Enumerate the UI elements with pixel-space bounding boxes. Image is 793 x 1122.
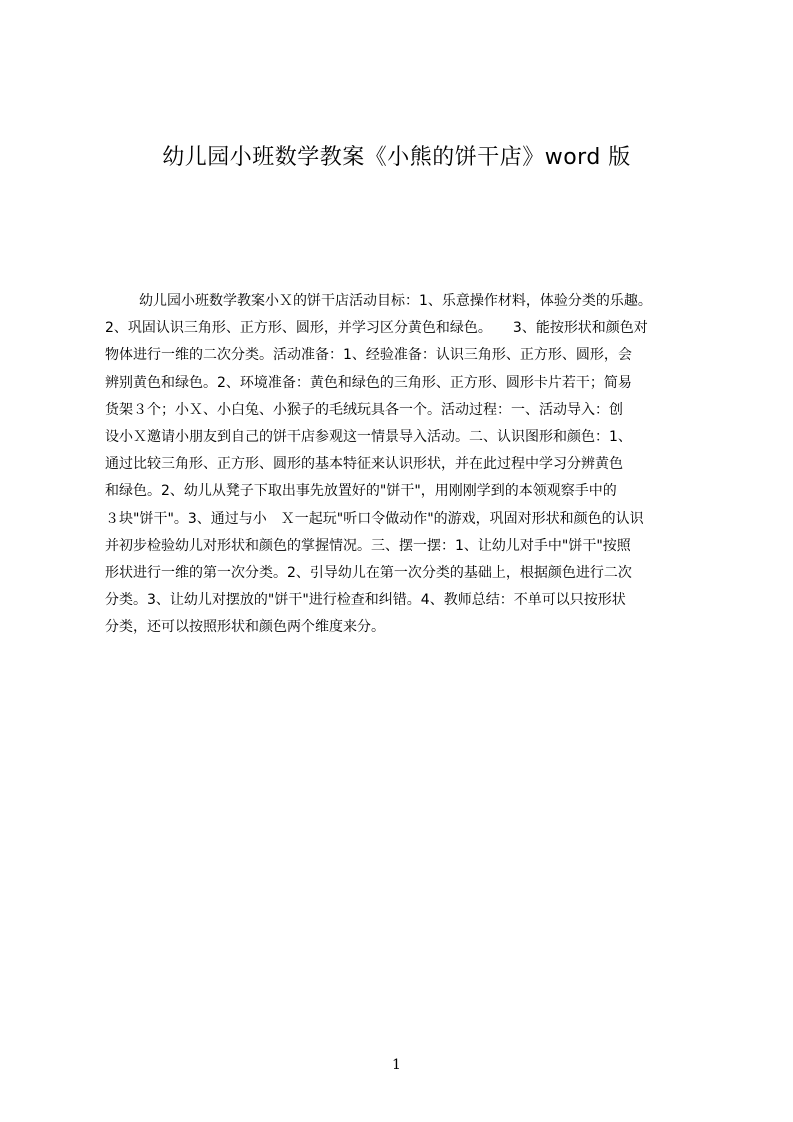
body-line: 和绿色。2、幼儿从凳子下取出事先放置好的"饼干"，用刚刚学到的本领观察手中的 [105,483,617,500]
body-line: 分类。3、让幼儿对摆放的"饼干"进行检查和纠错。4、教师总结：不单可以只按形状 [105,592,626,609]
document-title: 幼儿园小班数学教案《小熊的饼干店》word 版 [162,145,631,170]
body-line: 分类，还可以按照形状和颜色两个维度来分。 [105,619,385,636]
body-line: 2、巩固认识三角形、正方形、圆形，并学习区分黄色和绿色。 3、能按形状和颜色对 [105,320,648,337]
body-line: 并初步检验幼儿对形状和颜色的掌握情况。三、摆一摆：1、让幼儿对手中"饼干"按照 [105,537,631,554]
body-line: 幼儿园小班数学教案小Ｘ的饼干店活动目标：1、乐意操作材料，体验分类的乐趣。 [139,293,652,309]
body-line: 辨别黄色和绿色。2、环境准备：黄色和绿色的三角形、正方形、圆形卡片若干；简易 [105,374,632,391]
page-number: 1 [392,1057,401,1073]
body-line: ３块"饼干"。3、通过与小 Ｘ一起玩"听口令做动作"的游戏，巩固对形状和颜色的认识 [105,510,644,527]
body-line: 形状进行一维的第一次分类。2、引导幼儿在第一次分类的基础上，根据颜色进行二次 [105,564,632,581]
body-line: 物体进行一维的二次分类。活动准备：1、经验准备：认识三角形、正方形、圆形，会 [105,347,632,364]
body-line: 通过比较三角形、正方形、圆形的基本特征来认识形状，并在此过程中学习分辨黄色 [105,456,623,473]
body-line: 设小Ｘ邀请小朋友到自己的饼干店参观这一情景导入活动。二、认识图形和颜色：1、 [105,428,632,445]
body-line: 货架３个；小Ｘ、小白兔、小猴子的毛绒玩具各一个。活动过程：一、活动导入：创 [105,401,623,418]
document-body [105,288,725,641]
